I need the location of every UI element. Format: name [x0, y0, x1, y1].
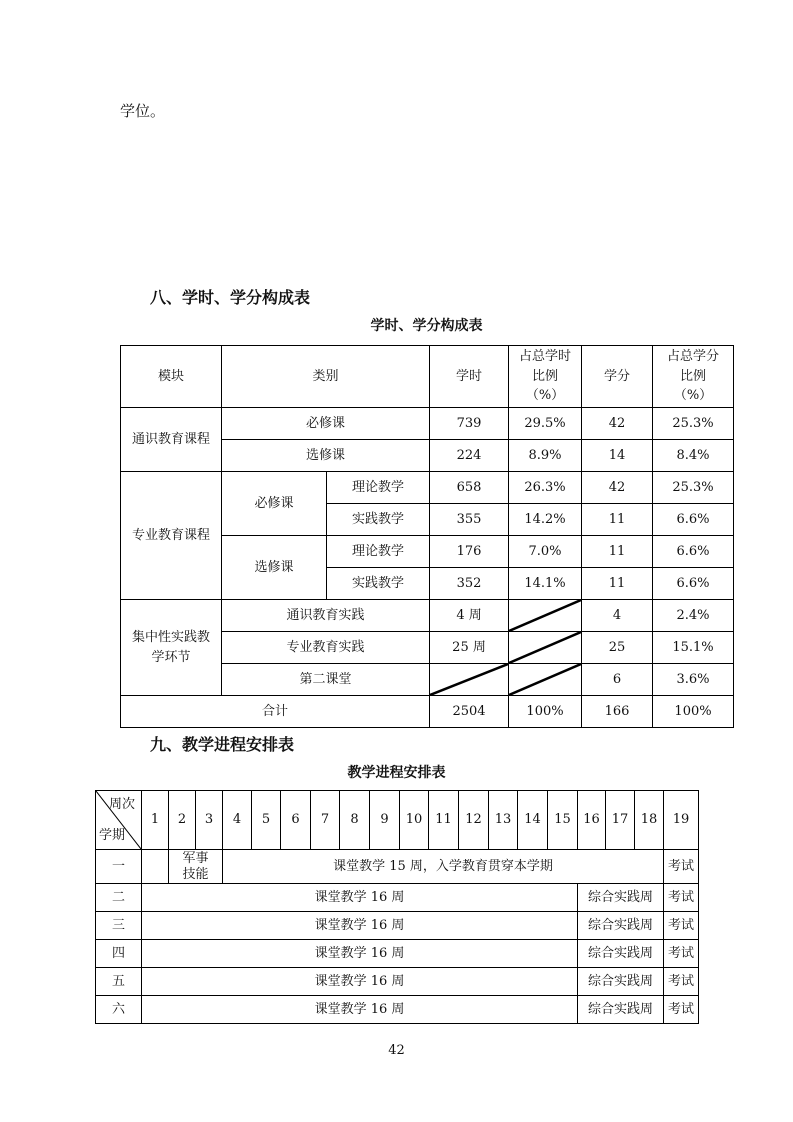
category-cell: 选修课: [222, 536, 327, 600]
practice-week-cell: 综合实践周: [578, 968, 664, 996]
total-credits-pct: 100%: [653, 696, 734, 728]
exam-cell: 考试: [664, 996, 699, 1024]
hours-cell: 224: [430, 440, 509, 472]
term-row: [96, 940, 699, 968]
credits-cell: 14: [582, 440, 653, 472]
header-credits-pct: 占总学分 比例 （%）: [653, 346, 734, 408]
credit-hours-table: [120, 345, 734, 728]
table-row: [121, 408, 734, 440]
term-row: [96, 884, 699, 912]
teaching-cell: 课堂教学 16 周: [142, 968, 578, 996]
header-credits: 学分: [582, 346, 653, 408]
term-row: [96, 968, 699, 996]
total-hours: 2504: [430, 696, 509, 728]
credits-pct-cell: 3.6%: [653, 664, 734, 696]
military-skills-cell: 军事 技能: [169, 850, 223, 884]
header-hours: 学时: [430, 346, 509, 408]
week-number: 2: [169, 791, 196, 850]
credits-cell: 4: [582, 600, 653, 632]
hours-pct-cell: 8.9%: [509, 440, 582, 472]
teaching-cell: 课堂教学 16 周: [142, 940, 578, 968]
week-number: 12: [459, 791, 489, 850]
category-cell: 必修课: [222, 472, 327, 536]
week-number: 14: [518, 791, 548, 850]
week-number: 8: [340, 791, 370, 850]
hours-pct-cell: 14.2%: [509, 504, 582, 536]
credits-pct-cell: 25.3%: [653, 472, 734, 504]
subcategory-cell: 理论教学: [327, 472, 430, 504]
section8-caption: 学时、学分构成表: [370, 318, 483, 334]
module-general: 通识教育课程: [121, 408, 222, 472]
exam-cell: 考试: [664, 940, 699, 968]
hours-cell: 352: [430, 568, 509, 600]
hours-cell: 176: [430, 536, 509, 568]
table-row: [121, 472, 734, 504]
week-number: 5: [252, 791, 281, 850]
hours-cell: 355: [430, 504, 509, 536]
total-label: 合计: [121, 696, 430, 728]
category-cell: 选修课: [222, 440, 430, 472]
teaching-cell: 课堂教学 16 周: [142, 996, 578, 1024]
credits-cell: 11: [582, 504, 653, 536]
diagonal-empty-cell: [509, 632, 582, 664]
credits-pct-cell: 6.6%: [653, 568, 734, 600]
diagonal-empty-cell: [509, 600, 582, 632]
credits-pct-cell: 2.4%: [653, 600, 734, 632]
week-number: 9: [370, 791, 400, 850]
week-number: 11: [429, 791, 459, 850]
header-category: 类别: [222, 346, 430, 408]
term-label: 一: [96, 850, 142, 884]
week-term-corner: 周次 学期: [96, 791, 142, 850]
credits-cell: 6: [582, 664, 653, 696]
hours-pct-cell: 7.0%: [509, 536, 582, 568]
exam-cell: 考试: [664, 968, 699, 996]
header-module: 模块: [121, 346, 222, 408]
week-number: 6: [281, 791, 311, 850]
credits-cell: 42: [582, 408, 653, 440]
term-label: 五: [96, 968, 142, 996]
section8-heading: 八、学时、学分构成表: [150, 288, 311, 307]
exam-cell: 考试: [664, 912, 699, 940]
diagonal-empty-cell: [509, 664, 582, 696]
term-row: [96, 996, 699, 1024]
week-number: 17: [606, 791, 635, 850]
total-credits: 166: [582, 696, 653, 728]
category-cell: 专业教育实践: [222, 632, 430, 664]
total-row: [121, 696, 734, 728]
hours-cell: 739: [430, 408, 509, 440]
page-number: 42: [388, 1043, 405, 1058]
credits-cell: 11: [582, 536, 653, 568]
week-number: 7: [311, 791, 340, 850]
credits-pct-cell: 6.6%: [653, 504, 734, 536]
module-major: 专业教育课程: [121, 472, 222, 600]
term-label: 四: [96, 940, 142, 968]
subcategory-cell: 实践教学: [327, 504, 430, 536]
empty-week-cell: [142, 850, 169, 884]
week-number: 19: [664, 791, 699, 850]
credits-cell: 25: [582, 632, 653, 664]
week-number: 16: [578, 791, 606, 850]
term-row: [96, 850, 699, 884]
week-number: 1: [142, 791, 169, 850]
credits-pct-cell: 15.1%: [653, 632, 734, 664]
credits-pct-cell: 8.4%: [653, 440, 734, 472]
teaching-cell: 课堂教学 16 周: [142, 912, 578, 940]
term-row: [96, 912, 699, 940]
practice-week-cell: 综合实践周: [578, 912, 664, 940]
week-number: 13: [489, 791, 518, 850]
category-cell: 通识教育实践: [222, 600, 430, 632]
week-number: 3: [196, 791, 223, 850]
practice-week-cell: 综合实践周: [578, 996, 664, 1024]
category-cell: 必修课: [222, 408, 430, 440]
credits-pct-cell: 6.6%: [653, 536, 734, 568]
hours-pct-cell: 29.5%: [509, 408, 582, 440]
table-row: [121, 600, 734, 632]
total-hours-pct: 100%: [509, 696, 582, 728]
table-header-row: [121, 346, 734, 408]
header-hours-pct: 占总学时 比例 （%）: [509, 346, 582, 408]
teaching-cell: 课堂教学 16 周: [142, 884, 578, 912]
week-number: 18: [635, 791, 664, 850]
intro-text: 学位。: [120, 102, 166, 120]
subcategory-cell: 理论教学: [327, 536, 430, 568]
term-label: 六: [96, 996, 142, 1024]
credits-pct-cell: 25.3%: [653, 408, 734, 440]
module-intensive: 集中性实践教 学环节: [121, 600, 222, 696]
teaching-cell: 课堂教学 15 周，入学教育贯穿本学期: [223, 850, 664, 884]
practice-week-cell: 综合实践周: [578, 940, 664, 968]
diagonal-empty-cell: [430, 664, 509, 696]
section9-heading: 九、教学进程安排表: [150, 735, 295, 754]
hours-pct-cell: 26.3%: [509, 472, 582, 504]
week-number: 10: [400, 791, 429, 850]
category-cell: 第二课堂: [222, 664, 430, 696]
week-number: 15: [548, 791, 578, 850]
term-label: 二: [96, 884, 142, 912]
hours-pct-cell: 14.1%: [509, 568, 582, 600]
exam-cell: 考试: [664, 850, 699, 884]
term-label: 三: [96, 912, 142, 940]
exam-cell: 考试: [664, 884, 699, 912]
week-number: 4: [223, 791, 252, 850]
practice-week-cell: 综合实践周: [578, 884, 664, 912]
hours-cell: 25 周: [430, 632, 509, 664]
subcategory-cell: 实践教学: [327, 568, 430, 600]
hours-cell: 658: [430, 472, 509, 504]
credits-cell: 11: [582, 568, 653, 600]
credits-cell: 42: [582, 472, 653, 504]
hours-cell: 4 周: [430, 600, 509, 632]
section9-caption: 教学进程安排表: [347, 765, 446, 781]
schedule-header-row: [96, 791, 699, 850]
schedule-table: [95, 790, 699, 1024]
